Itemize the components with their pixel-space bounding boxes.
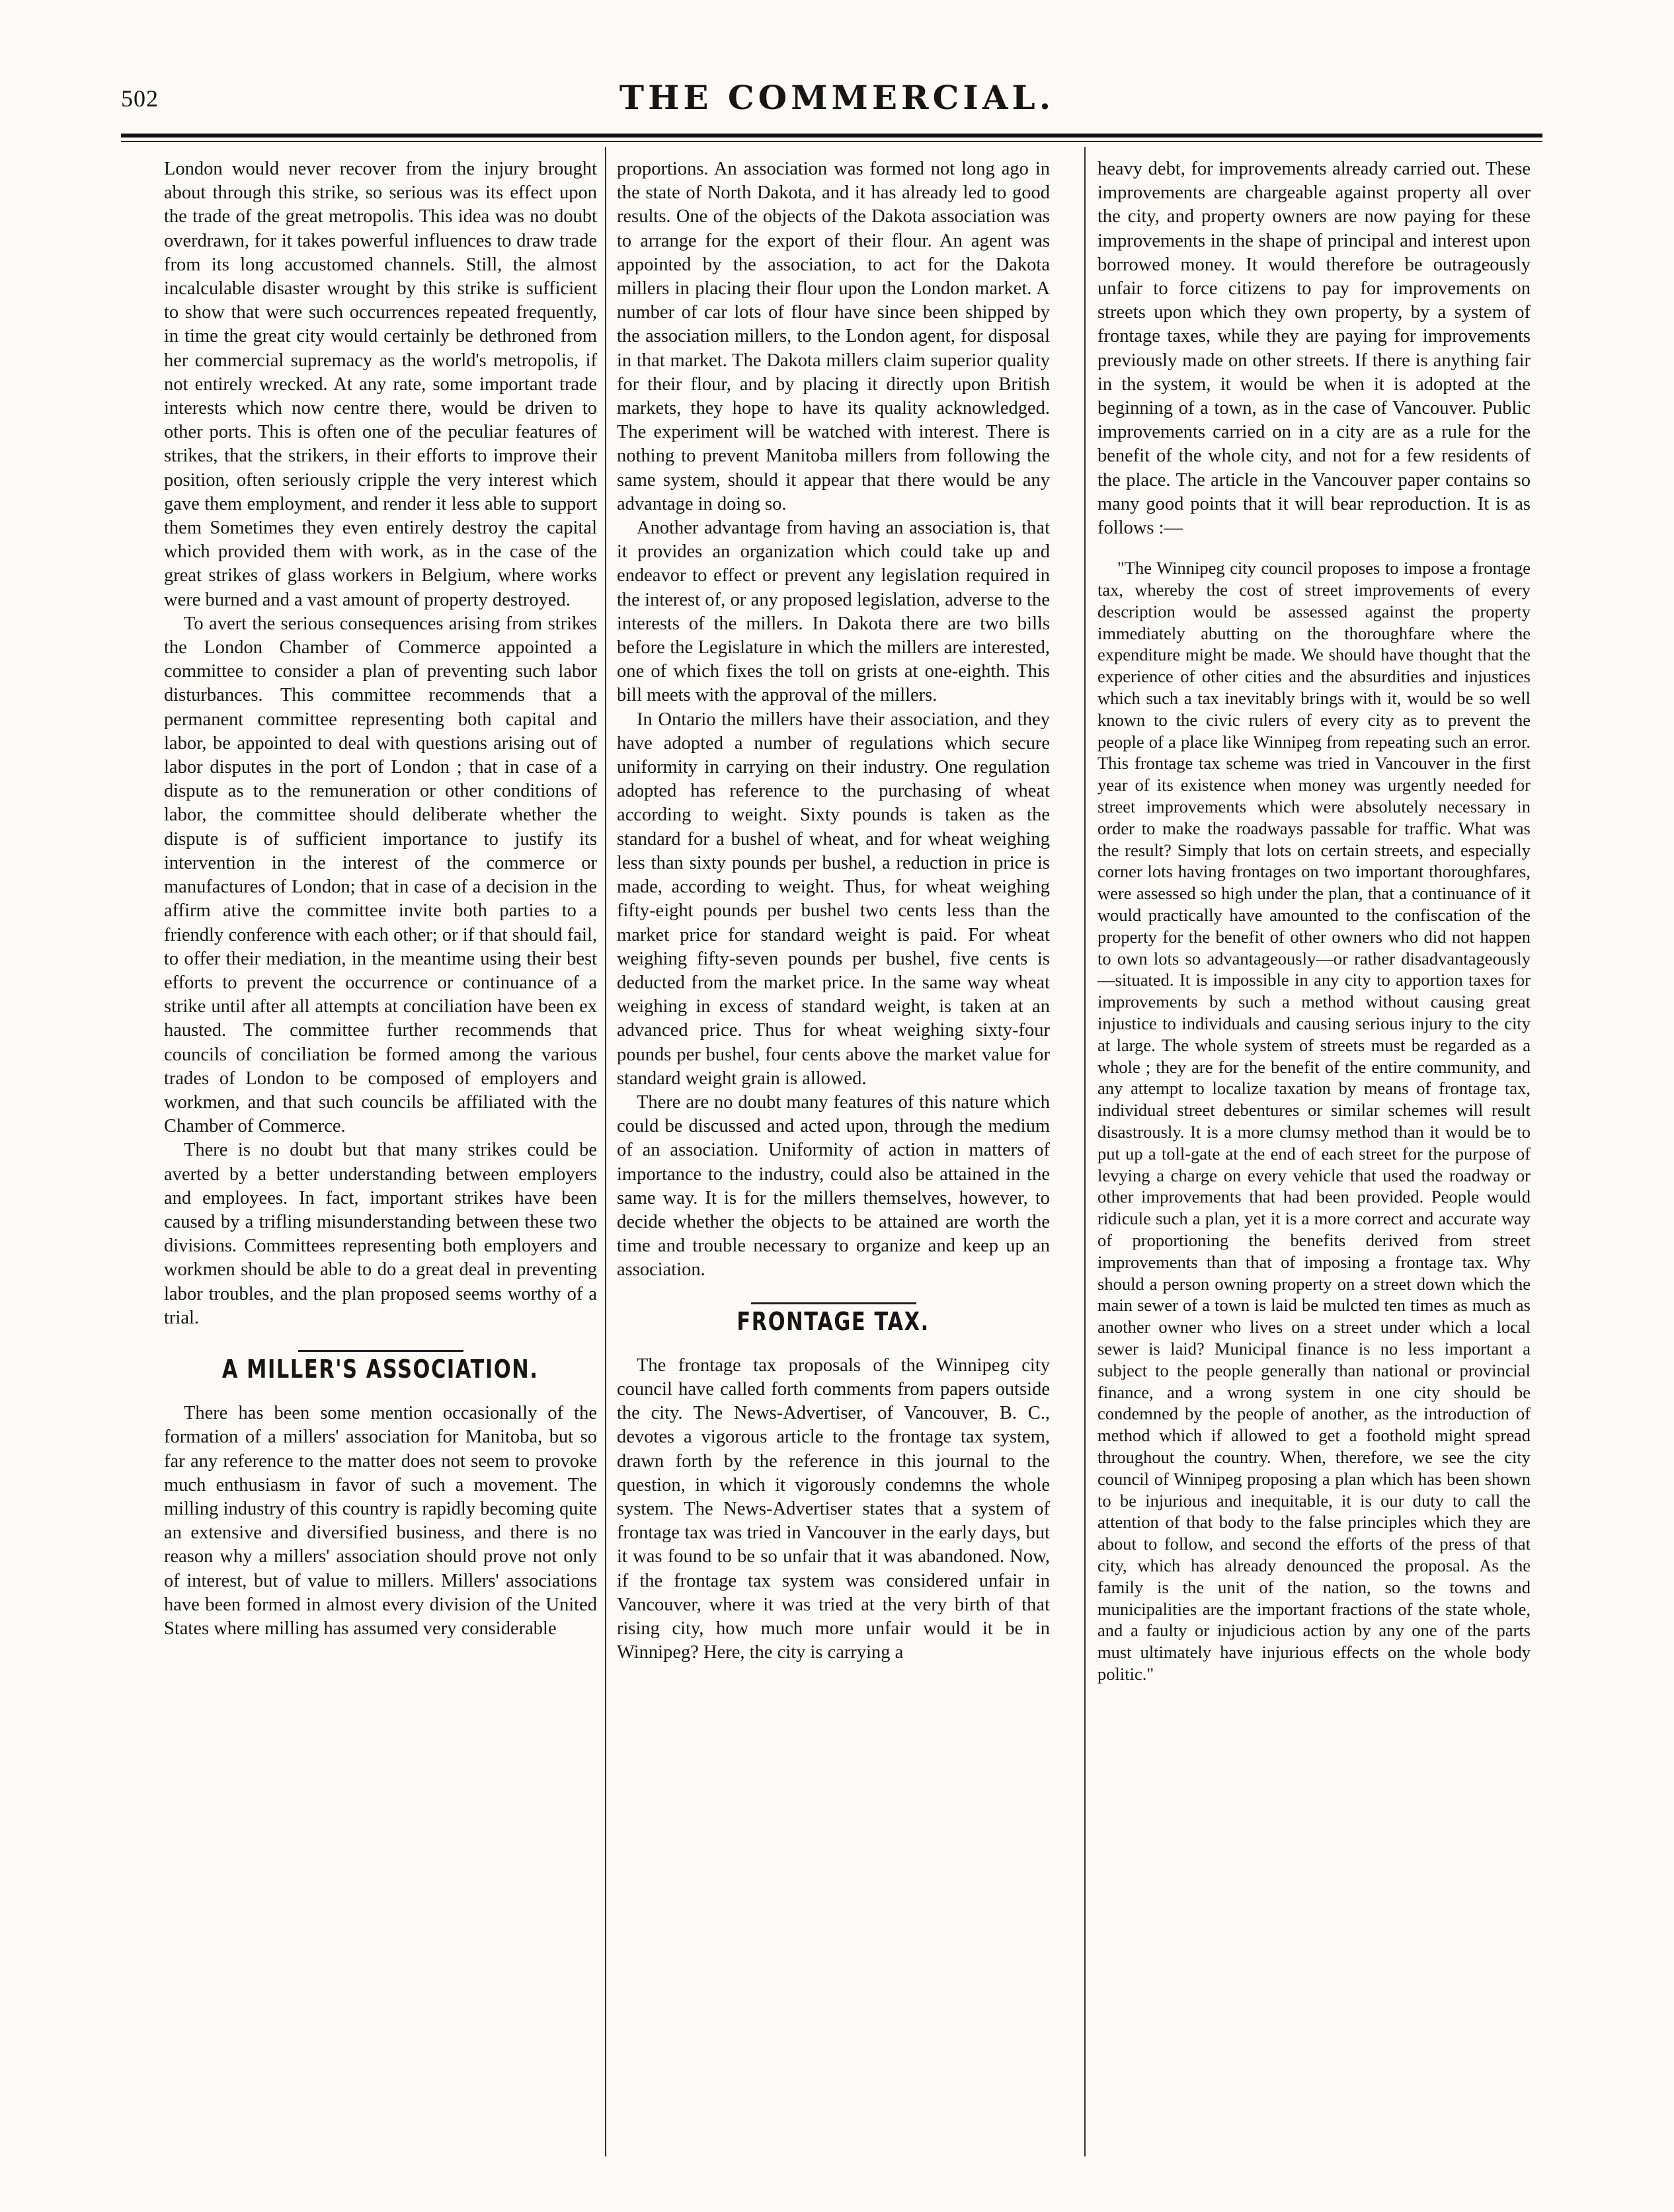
section-heading-box (617, 1302, 1050, 1337)
article-paragraph: To avert the serious consequences arising from strikes the London Chamber of Commerce appointed a committee to consider a plan of preventing such labor disturbances. This committee recommends that a permanent committee representing both capital and labor, be appointed to deal with questions arising out of labor disputes in the port of London ; that in case of a dispute as to the remuneration or other conditions of labor, the committee should deliberate whether the dispute is of sufficient importance to justify its intervention in the interest of the commerce or manufactures of London; that in case of a decision in the affirm ative the committee invite both parties to a friendly conference with each other; or if that should fail, to offer their mediation, in the meantime using their best efforts to prevent the occurrence or continuance of a strike until after all attempts at conciliation have been ex hausted. The committee further recommends that councils of conciliation be formed among the various trades of London to be composed of employers and workmen, and that such councils be affiliated with the Chamber of Commerce. (164, 613, 597, 1137)
article-paragraph: heavy debt, for improvements already carried out. These improvements are chargeable against property all over the city, and property owners are now paying for these improvements in the shape of principal and interest upon borrowed money. It would therefore be outrageously unfair to force citizens to pay for improvements on streets upon which they own property, by a system of frontage taxes, while they are paying for improvements previously made on other streets. If there is anything fair in the system, it would be when it is adopted at the beginning of a town, as in the case of Vancouver. Public improvements carried on in a city are as a rule for the benefit of the whole city, and not for a few residents of the place. The article in the Vancouver paper contains so many good points that it will bear reproduction. It is as follows :— (1097, 159, 1531, 539)
column-separator (605, 147, 606, 2156)
article-paragraph: The frontage tax proposals of the Winnipeg city council have called forth comments from papers outside the city. The News-Advertiser, of Vancouver, B. C., devotes a vigorous article to the frontage tax system, drawn forth by the reference in this journal to the question, in which it vigorously condemns the whole system. The News-Advertiser states that a system of frontage tax was tried in Vancouver in the early days, but it was found to be so unfair that it was abandoned. Now, if the frontage tax system was considered unfair in Vancouver, where it was tried at the very birth of that rising city, how much more unfair would it be in Winnipeg? Here, the city is carrying a (617, 1355, 1050, 1663)
section-heading-box (164, 1350, 597, 1384)
article-paragraph: There has been some mention occasionally of the formation of a millers' association for Manitoba, but so far any reference to the matter does not seem to provoke much enthusiasm in favor of such a movement. The milling industry of this country is rapidly becoming quite an extensive and diversified business, and there is no reason why a millers' association should prove not only of interest, but of value to millers. Millers' associations have been formed in almost every division of the United States where milling has assumed very considerable (164, 1403, 597, 1639)
header-rule (121, 134, 1542, 138)
article-paragraph: In Ontario the millers have their association, and they have adopted a number of regulations which secure uniformity in carrying on their industry. One regulation adopted has reference to the purchasing of wheat according to weight. Sixty pounds is taken as the standard for a bushel of wheat, and for wheat weighing less than sixty pounds per bushel, a reduction in price is made, according to weight. Thus, for wheat weighing fifty-eight pounds per bushel two cents less than the market price for standard weight is paid. For wheat weighing fifty-seven pounds per bushel, five cents is deducted from the market price. In the same way wheat weighing in excess of standard weight, is taken at an advanced price. Thus for wheat weighing sixty-four pounds per bushel, four cents above the market value for standard weight grain is allowed. (617, 709, 1050, 1089)
quoted-article: "The Winnipeg city council proposes to impose a frontage tax, whereby the cost of street improvements of every description would be assessed against the property immediately abutting on the thoroughfare where the expenditure might be made. We should have thought that the experience of other cities and the absurdities and injustices which such a tax inevitably brings with it, would be so well known to the civic rulers of every city as to prevent the people of a place like Winnipeg from repeating such an error. This frontage tax scheme was tried in Vancouver in the first year of its existence when money was urgently needed for street improvements which were absolutely necessary in order to make the roadways passable for traffic. What was the result? Simply that lots on certain streets, and especially corner lots having frontages on two important thoroughfares, were assessed so high under the plan, that a continuance of it would practically have amounted to the confiscation of the property for the benefit of other owners who did not happen to own lots so advantageously—or rather disadvantageously—situated. It is impossible in any city to apportion taxes for improvements by such a method without causing great injustice to individuals and causing serious injury to the city at large. The whole system of streets must be regarded as a whole ; they are for the benefit of the entire community, and any attempt to localize taxation by means of frontage tax, individual street debentures or similar schemes will result disastrously. It is a more clumsy method than it would be to put up a toll-gate at the end of each street for the purpose of levying a charge on every vehicle that used the roadway or other improvements that had been provided. People would ridicule such a plan, yet it is a more correct and accurate way of proportioning the benefits derived from street improvements than that of imposing a frontage tax. Why should a person owning property on a street down which the main sewer of a town is laid be mulcted ten times as much as another owner who lives on a street under which a local sewer is laid? Municipal finance is no less important a subject to the people generally than national or provincial finance, and a wrong system in one city should be condemned by the people of another, as the introduction of method which if allowed to get a foothold might spread throughout the country. When, therefore, we see the city council of Winnipeg proposing a plan which has been shown to be injurious and inequitable, it is our duty to call the attention of that body to the false principles which they are about to follow, and second the efforts of the press of that city, which has already denounced the proposal. As the family is the unit of the nation, so the towns and municipalities are the important fractions of the state whole, and a faulty or injudicious action by any one of the parts must ultimately have injurious effects on the whole body politic." (1097, 558, 1531, 1684)
column-1 (164, 157, 597, 2167)
page-number: 502 (121, 85, 159, 112)
article-paragraph: There is no doubt but that many strikes could be averted by a better understanding between employers and employees. In fact, important strikes have been caused by a trifling misunderstanding between these two divisions. Committees representing both employers and workmen should be able to do a great deal in preventing labor troubles, and the plan proposed seems worthy of a trial. (164, 1140, 597, 1328)
article-paragraph: proportions. An association was formed not long ago in the state of North Dakota, and it has already led to good results. One of the objects of the Dakota association was to arrange for the export of their flour. An agent was appointed by the association, to act for the Dakota millers in placing their flour upon the London market. A number of car lots of flour have since been shipped by the association millers, to the London agent, for disposal in that market. The Dakota millers claim superior quality for their flour, and by placing it directly upon British markets, they hope to have its quality acknowledged. The experiment will be watched with interest. There is nothing to prevent Manitoba millers from following the same system, should it appear that there would be any advantage in doing so. (617, 159, 1050, 514)
column-separator (1084, 147, 1086, 2156)
section-heading: FRONTAGE TAX. (737, 1306, 930, 1336)
article-paragraph: There are no doubt many features of this nature which could be discussed and acted upon, through the medium of an association. Uniformity of action in matters of importance to the industry, could also be attained in the same way. It is for the millers themselves, however, to decide whether the objects to be attained are worth the time and trouble necessary to organize and keep up an association. (617, 1091, 1050, 1281)
article-paragraph: Another advantage from having an association is, that it provides an organization which could take up and endeavor to effect or prevent any legislation required in the interest of, or any proposed legislation, adverse to the interests of the millers. In Dakota there are two bills before the Legislature in which the millers are interested, one of which fixes the toll on grists at one-eighth. This bill meets with the approval of the millers. (617, 518, 1050, 706)
column-3 (1097, 157, 1531, 2167)
column-2 (617, 157, 1050, 2167)
heading-rule (298, 1350, 463, 1352)
section-heading: A MILLER'S ASSOCIATION. (222, 1354, 539, 1384)
header-rule-thin (121, 141, 1542, 142)
heading-rule (751, 1302, 916, 1304)
masthead: THE COMMERCIAL. (619, 78, 1055, 117)
article-paragraph: London would never recover from the injury brought about through this strike, so serious was its effect upon the trade of the great metropolis. This idea was no doubt overdrawn, for it takes powerful influences to draw trade from its long accustomed channels. Still, the almost incalculable disaster wrought by this strike is sufficient to show that were such occurrences repeated frequently, in time the great city would certainly be dethroned from her commercial supremacy as the world's metropolis, if not entirely wrecked. At any rate, some important trade interests which now centre there, would be driven to other ports. This is often one of the peculiar features of strikes, that the strikers, in their efforts to improve their position, often seriously cripple the very interest which gave them employment, and render it less able to support them Sometimes they even entirely destroy the capital which provided them with work, as in the case of the great strikes of glass workers in Belgium, where works were burned and a vast amount of property destroyed. (164, 159, 597, 610)
